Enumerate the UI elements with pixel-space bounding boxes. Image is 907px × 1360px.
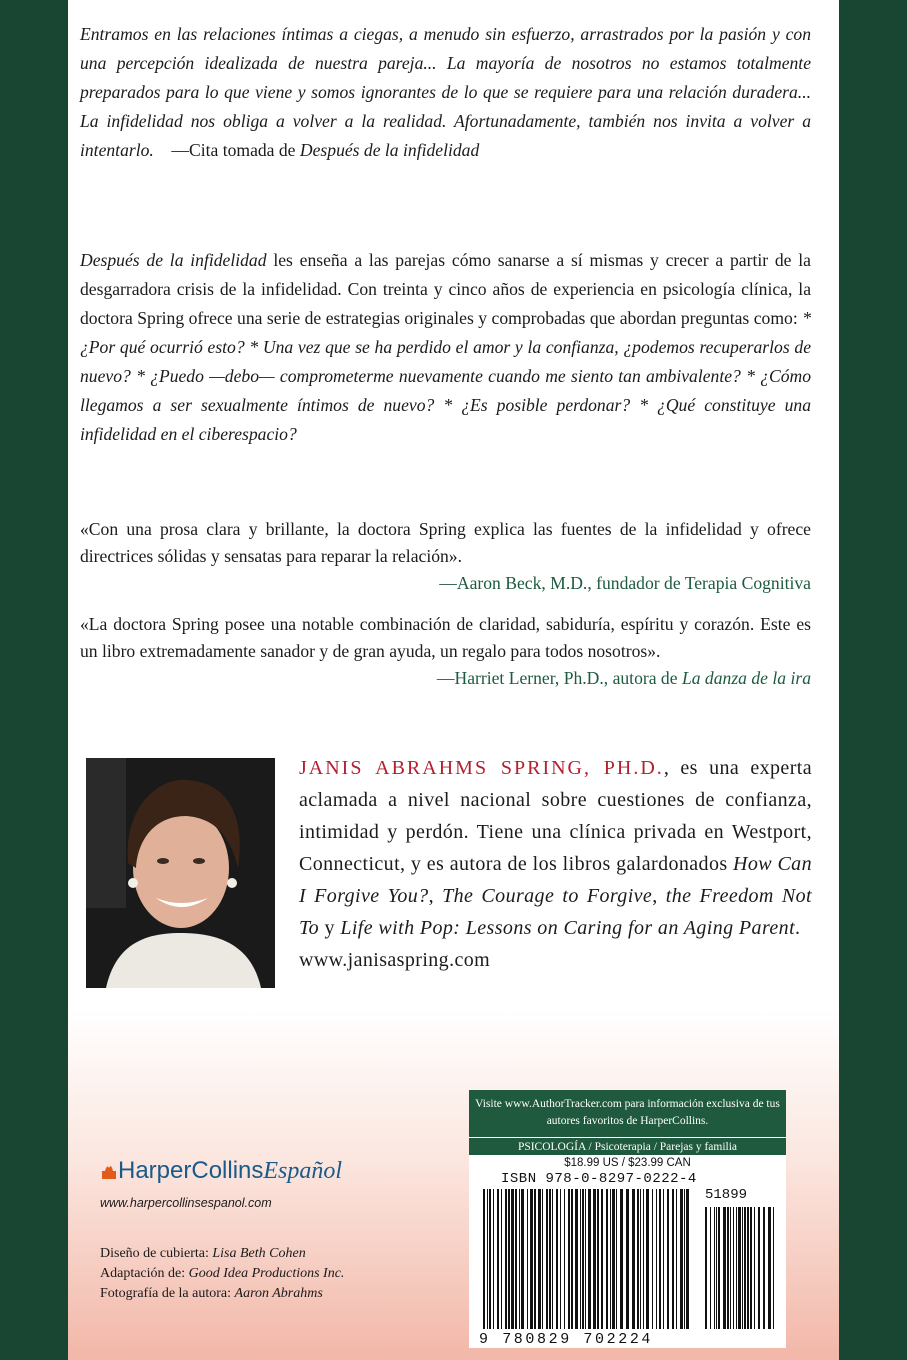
barcode-bar [637, 1189, 639, 1329]
barcode-bar [560, 1189, 561, 1329]
barcode-bar [616, 1189, 617, 1329]
barcode-bar [501, 1189, 502, 1329]
barcode [469, 1155, 786, 1348]
author-photo [86, 758, 275, 988]
addon-bar [763, 1207, 765, 1329]
barcode-bar [483, 1189, 485, 1329]
barcode-bar [489, 1189, 491, 1329]
barcode-bar [556, 1189, 558, 1329]
barcode-bar [684, 1189, 685, 1329]
opening-quote [80, 20, 811, 165]
barcode-bar [620, 1189, 623, 1329]
barcode-bar [521, 1189, 524, 1329]
barcode-bar [632, 1189, 635, 1329]
author-name: JANIS ABRAHMS SPRING, PH.D. [299, 757, 664, 779]
publisher-website: www.harpercollinsespanol.com [100, 1196, 272, 1210]
quote-text: Entramos en las relaciones íntimas a ciegas, a menudo sin esfuerzo, arrastrados por la pasión y con una percepción idealizada de nuestra pareja... La mayoría de nosotros no estamos totalmente preparados para lo que viene y somos ignorantes de lo que se requiere para una relación duradera... La infidelidad nos obliga a volver a la realidad. Afortunadamente, también nos invita a volver a intentarlo. [80, 24, 811, 160]
barcode-bar [610, 1189, 611, 1329]
barcode-bar [580, 1189, 581, 1329]
barcode-bar [568, 1189, 570, 1329]
left-border [0, 0, 68, 1360]
addon-bar [758, 1207, 760, 1329]
book-title: Life with Pop: Lessons on Caring for an Aging Parent [340, 917, 796, 939]
barcode-bar [643, 1189, 644, 1329]
barcode-bar [612, 1189, 615, 1329]
barcode-bar [505, 1189, 507, 1329]
blurb-attribution: —Harriet Lerner, Ph.D., autora de La danza de la ira [436, 668, 811, 688]
barcode-bar [564, 1189, 565, 1329]
author-bio: JANIS ABRAHMS SPRING, PH.D., es una experta aclamada a nivel nacional sobre cuestiones de confianza, intimidad y perdón. Tiene una clínica privada en Westport, Connecticut, y es autora de los libros galardonados How Can I Forgive You?, The Courage to Forgive, the Freedom Not To y Life with Pop: Lessons on Caring for an Aging Parent. www.janisaspring.com [299, 752, 812, 976]
barcode-bar [686, 1189, 689, 1329]
book-description [80, 246, 811, 449]
barcode-bar [588, 1189, 591, 1329]
barcode-bar [646, 1189, 649, 1329]
description-title: Después de la infidelidad [80, 250, 267, 270]
addon-bar [716, 1207, 717, 1329]
price-addon: 51899 [705, 1187, 748, 1203]
quote-source-title: Después de la infidelidad [299, 140, 480, 160]
barcode-bar [680, 1189, 683, 1329]
addon-bar [730, 1207, 731, 1329]
barcode-bar [519, 1189, 520, 1329]
blurb-text: «Con una prosa clara y brillante, la doctora Spring explica las fuentes de la infidelidad y ofrece directrices sólidas y sensatas para reparar la relación». [80, 519, 811, 566]
author-website: www.janisaspring.com [299, 949, 491, 971]
addon-bar [742, 1207, 743, 1329]
barcode-bar [672, 1189, 674, 1329]
barcode-bar [497, 1189, 499, 1329]
addon-bar [744, 1207, 746, 1329]
blurb-attribution: —Aaron Beck, M.D., fundador de Terapia Cognitiva [439, 573, 811, 593]
addon-bar [710, 1207, 711, 1329]
barcode-bar [582, 1189, 584, 1329]
barcode-bar [667, 1189, 669, 1329]
barcode-bar [659, 1189, 661, 1329]
barcode-bar [538, 1189, 541, 1329]
barcode-bar [597, 1189, 599, 1329]
book-title: the Freedom Not To [299, 885, 812, 939]
credit-line: Fotografía de la autora: Aaron Abrahms [100, 1286, 323, 1301]
barcode-bar [527, 1189, 528, 1329]
barcode-bar [593, 1189, 596, 1329]
credits [100, 1244, 344, 1304]
barcode-bar [571, 1189, 573, 1329]
barcode-bar [515, 1189, 517, 1329]
addon-bar [723, 1207, 726, 1329]
barcode-bar [626, 1189, 629, 1329]
barcode-bar [542, 1189, 543, 1329]
isbn: ISBN 978-0-8297-0222-4 [501, 1171, 697, 1187]
flame-icon [100, 1162, 118, 1180]
barcode-bar [549, 1189, 551, 1329]
addon-bar [773, 1207, 774, 1329]
publisher-logo: HarperCollinsEspañol [100, 1157, 342, 1185]
addon-bar [747, 1207, 749, 1329]
barcode-bar [601, 1189, 603, 1329]
blurb-beck [80, 516, 811, 597]
addon-bar [736, 1207, 737, 1329]
barcode-bar [487, 1189, 488, 1329]
addon-bar [768, 1207, 771, 1329]
credit-line: Diseño de cubierta: Lisa Beth Cohen [100, 1246, 306, 1261]
ean-number: 9 780829 702224 [479, 1331, 654, 1348]
barcode-panel [469, 1155, 786, 1348]
addon-bar [738, 1207, 741, 1329]
barcode-bar [546, 1189, 548, 1329]
addon-bar [733, 1207, 734, 1329]
credit-line: Adaptación de: Good Idea Productions Inc. [100, 1266, 345, 1281]
barcode-bar [511, 1189, 514, 1329]
barcode-bar [575, 1189, 578, 1329]
book-title: How Can I Forgive You? [299, 853, 812, 907]
blurb-lerner [80, 611, 811, 692]
description-text: les enseña a las parejas cómo sanarse a sí mismas y crecer a partir de la desgarradora crisis de la infidelidad. Con treinta y cinco años de experiencia en psicología clínica, la doctora Spring ofrece una serie de estrategias originales y comprobadas que abordan preguntas como: [80, 250, 811, 328]
quote-source-prefix: —Cita tomada de [171, 140, 296, 160]
category-bar: PSICOLOGÍA / Psicoterapia / Parejas y familia [469, 1137, 786, 1155]
addon-bar [750, 1207, 752, 1329]
barcode-bar [585, 1189, 586, 1329]
price: $18.99 US / $23.99 CAN [564, 1157, 691, 1169]
authortracker-box: Visite www.AuthorTracker.com para información exclusiva de tus autores favoritos de HarperCollins. [469, 1090, 786, 1138]
addon-bar [705, 1207, 707, 1329]
addon-bar [754, 1207, 755, 1329]
book-title: The Courage to Forgive [442, 885, 653, 907]
barcode-bar [640, 1189, 641, 1329]
barcode-bar [534, 1189, 536, 1329]
barcode-bar [652, 1189, 653, 1329]
barcode-bar [656, 1189, 657, 1329]
barcode-bar [493, 1189, 494, 1329]
barcode-bar [508, 1189, 510, 1329]
right-border [839, 0, 907, 1360]
description-questions: * ¿Por qué ocurrió esto? * Una vez que se ha perdido el amor y la confianza, ¿podemos recuperarlos de nuevo? * ¿Puedo —debo— comprometerme nuevamente cuando me siento tan ambivalente? * ¿Cómo llegamos a ser sexualmente íntimos de nuevo? * ¿Es posible perdonar? * ¿Qué constituye una infidelidad en el ciberespacio? [80, 308, 811, 444]
barcode-bar [606, 1189, 608, 1329]
barcode-bar [663, 1189, 664, 1329]
blurb-text: «La doctora Spring posee una notable combinación de claridad, sabiduría, espíritu y corazón. Este es un libro extremadamente sanador y de gran ayuda, un regalo para todos nosotros». [80, 614, 811, 661]
addon-bar [727, 1207, 729, 1329]
barcode-bar [552, 1189, 553, 1329]
barcode-bar [530, 1189, 533, 1329]
barcode-bar [676, 1189, 677, 1329]
addon-bar [714, 1207, 715, 1329]
addon-bar [718, 1207, 720, 1329]
